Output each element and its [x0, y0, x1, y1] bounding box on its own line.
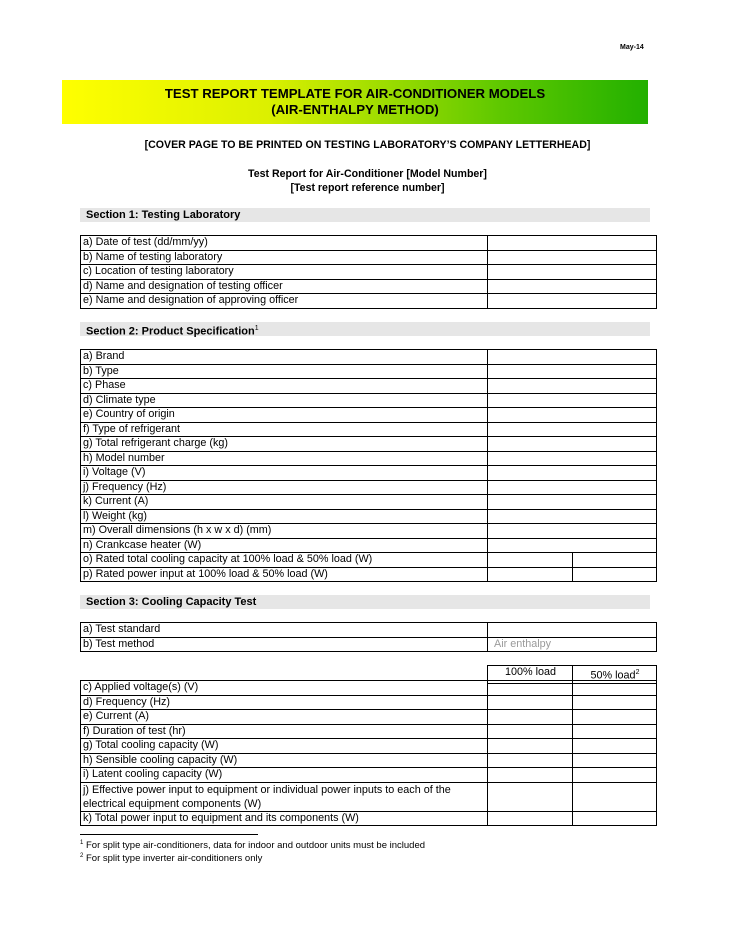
value-cell[interactable]	[488, 524, 657, 539]
row-label: o) Rated total cooling capacity at 100% load & 50% load (W)	[81, 553, 488, 568]
value-cell-100[interactable]	[488, 710, 573, 725]
row-label: e) Name and designation of approving officer	[81, 294, 488, 309]
value-cell-50[interactable]	[573, 724, 657, 739]
table-row	[81, 364, 657, 379]
row-label: b) Name of testing laboratory	[81, 250, 488, 265]
table-row	[81, 637, 657, 652]
table-row	[81, 379, 657, 394]
table-row	[81, 524, 657, 539]
row-label: l) Weight (kg)	[81, 509, 488, 524]
table-row	[81, 294, 657, 309]
table-row	[81, 408, 657, 423]
row-label: i) Latent cooling capacity (W)	[81, 768, 488, 783]
row-label: i) Voltage (V)	[81, 466, 488, 481]
document-date: May-14	[620, 44, 644, 51]
row-label: g) Total refrigerant charge (kg)	[81, 437, 488, 452]
value-cell[interactable]	[488, 408, 657, 423]
footnote-number: 2	[80, 853, 84, 859]
table-row	[81, 681, 657, 696]
table-row	[81, 350, 657, 365]
table-row	[81, 567, 657, 582]
table-row	[81, 466, 657, 481]
footnote-text: For split type inverter air-conditioners only	[85, 853, 263, 865]
row-label: d) Frequency (Hz)	[81, 695, 488, 710]
report-title-line-2: [Test report reference number]	[290, 182, 445, 194]
column-header-50-text: 50% load	[590, 669, 636, 682]
section-2-table	[80, 349, 657, 582]
section-1-heading: Section 1: Testing Laboratory	[80, 208, 650, 222]
value-cell[interactable]	[488, 265, 657, 280]
value-cell-50[interactable]	[573, 567, 657, 582]
footnote-1	[80, 840, 425, 851]
section-3-results-table	[80, 680, 657, 826]
value-cell[interactable]	[488, 451, 657, 466]
section-3-heading: Section 3: Cooling Capacity Test	[80, 595, 650, 609]
report-title	[0, 167, 735, 195]
title-line-2: (AIR-ENTHALPY METHOD)	[271, 102, 439, 117]
footnote-text: For split type air-conditioners, data for indoor and outdoor units must be included	[85, 840, 426, 852]
value-cell[interactable]	[488, 279, 657, 294]
value-cell-50[interactable]	[573, 553, 657, 568]
row-label: c) Phase	[81, 379, 488, 394]
test-method-value[interactable]: Air enthalpy	[488, 637, 657, 652]
row-label: c) Applied voltage(s) (V)	[81, 681, 488, 696]
value-cell[interactable]	[488, 364, 657, 379]
row-label: d) Climate type	[81, 393, 488, 408]
row-label: j) Frequency (Hz)	[81, 480, 488, 495]
table-row	[81, 393, 657, 408]
table-row	[81, 724, 657, 739]
row-label: e) Country of origin	[81, 408, 488, 423]
row-label: k) Current (A)	[81, 495, 488, 510]
row-label: e) Current (A)	[81, 710, 488, 725]
table-row	[81, 250, 657, 265]
value-cell-100[interactable]	[488, 695, 573, 710]
row-label: b) Type	[81, 364, 488, 379]
row-label: h) Model number	[81, 451, 488, 466]
column-header-100: 100% load	[487, 666, 572, 684]
footnote-2	[80, 853, 262, 864]
row-label: f) Type of refrigerant	[81, 422, 488, 437]
footnote-number: 1	[80, 840, 84, 846]
value-cell-50[interactable]	[573, 695, 657, 710]
cover-note: [COVER PAGE TO BE PRINTED ON TESTING LABORATORY’S COMPANY LETTERHEAD]	[144, 139, 591, 151]
table-row	[81, 509, 657, 524]
table-row	[81, 768, 657, 783]
table-row	[81, 739, 657, 754]
value-cell-100[interactable]	[488, 739, 573, 754]
value-cell[interactable]	[488, 422, 657, 437]
title-banner	[62, 80, 648, 124]
row-label: m) Overall dimensions (h x w x d) (mm)	[81, 524, 488, 539]
value-cell-100[interactable]	[488, 553, 573, 568]
row-label: p) Rated power input at 100% load & 50% load (W)	[81, 567, 488, 582]
table-row	[81, 236, 657, 251]
value-cell[interactable]	[488, 294, 657, 309]
table-row	[81, 495, 657, 510]
value-cell[interactable]	[488, 466, 657, 481]
section-2-heading	[80, 322, 650, 336]
value-cell-100[interactable]	[488, 724, 573, 739]
value-cell-100[interactable]	[488, 811, 573, 826]
value-cell-50[interactable]	[573, 782, 657, 811]
table-row	[81, 753, 657, 768]
footnote-divider	[80, 834, 258, 835]
table-row	[81, 782, 657, 811]
row-label: a) Test standard	[81, 623, 488, 638]
table-row	[81, 437, 657, 452]
value-cell-100[interactable]	[488, 768, 573, 783]
value-cell[interactable]	[488, 350, 657, 365]
table-row	[81, 695, 657, 710]
section-3-method-table	[80, 622, 657, 652]
table-row	[81, 422, 657, 437]
value-cell-50[interactable]	[573, 681, 657, 696]
row-label: k) Total power input to equipment and its components (W)	[81, 811, 488, 826]
table-row	[81, 623, 657, 638]
row-label: n) Crankcase heater (W)	[81, 538, 488, 553]
value-cell-50[interactable]	[573, 753, 657, 768]
table-row	[81, 265, 657, 280]
value-cell-100[interactable]	[488, 782, 573, 811]
row-label: h) Sensible cooling capacity (W)	[81, 753, 488, 768]
value-cell-50[interactable]	[573, 739, 657, 754]
footnote-ref-1: 1	[254, 325, 259, 332]
row-label: g) Total cooling capacity (W)	[81, 739, 488, 754]
value-cell[interactable]	[488, 495, 657, 510]
row-label: d) Name and designation of testing officer	[81, 279, 488, 294]
table-row	[81, 553, 657, 568]
value-cell[interactable]	[488, 623, 657, 638]
section-2-heading-text: Section 2: Product Specification	[86, 325, 255, 338]
value-cell-100[interactable]	[488, 753, 573, 768]
value-cell-100[interactable]	[488, 567, 573, 582]
value-cell[interactable]	[488, 538, 657, 553]
table-row	[81, 279, 657, 294]
row-label: c) Location of testing laboratory	[81, 265, 488, 280]
row-label: a) Brand	[81, 350, 488, 365]
row-label: a) Date of test (dd/mm/yy)	[81, 236, 488, 251]
value-cell-50[interactable]	[573, 710, 657, 725]
table-row	[81, 811, 657, 826]
value-cell[interactable]	[488, 236, 657, 251]
table-row	[81, 451, 657, 466]
value-cell[interactable]	[488, 393, 657, 408]
table-row	[81, 480, 657, 495]
value-cell-50[interactable]	[573, 768, 657, 783]
row-label: j) Effective power input to equipment or individual power inputs to each of the electrical equipment components (W)	[81, 782, 488, 811]
value-cell[interactable]	[488, 480, 657, 495]
value-cell[interactable]	[488, 509, 657, 524]
value-cell[interactable]	[488, 379, 657, 394]
title-line-1: TEST REPORT TEMPLATE FOR AIR-CONDITIONER MODELS	[164, 86, 546, 101]
value-cell-100[interactable]	[488, 681, 573, 696]
section-1-table	[80, 235, 657, 309]
value-cell[interactable]	[488, 437, 657, 452]
row-label: f) Duration of test (hr)	[81, 724, 488, 739]
footnote-ref-2: 2	[635, 669, 640, 676]
value-cell[interactable]	[488, 250, 657, 265]
value-cell-50[interactable]	[573, 811, 657, 826]
table-row	[81, 538, 657, 553]
report-title-line-1: Test Report for Air-Conditioner [Model Number]	[248, 168, 487, 180]
row-label: b) Test method	[81, 637, 488, 652]
table-row	[81, 710, 657, 725]
